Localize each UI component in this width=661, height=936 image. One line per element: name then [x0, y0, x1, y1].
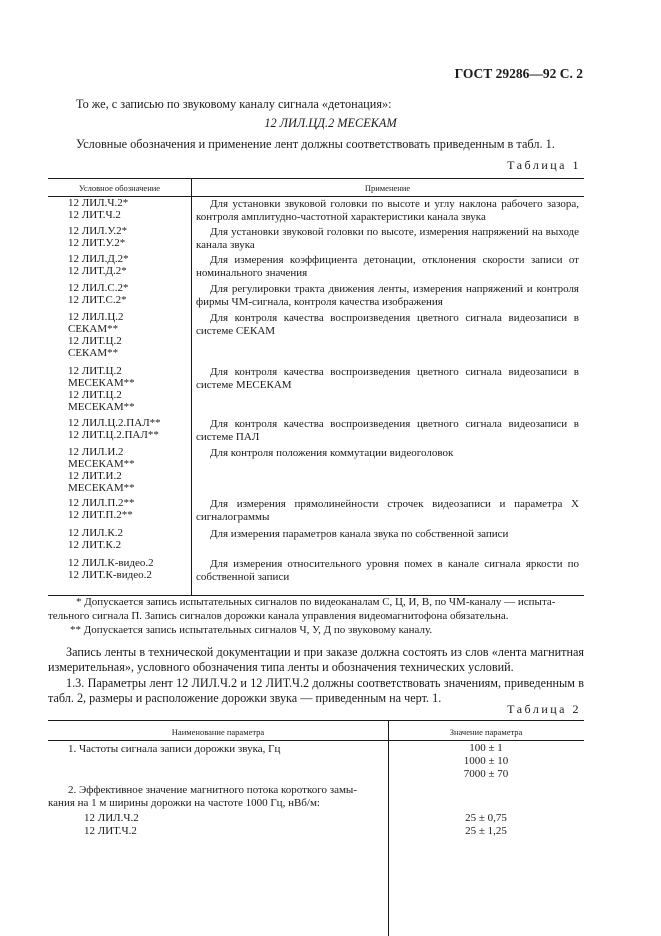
table1-header-rule	[48, 196, 584, 197]
table2	[48, 720, 584, 920]
param-2-label: 2. Эффективное значение магнитного потока короткого замы-	[68, 784, 357, 796]
tape-designation: 12 ЛИЛ.ЦД.2 МЕСЕКАМ	[264, 116, 397, 130]
row-code: 12 ЛИЛ.К-видео.2 12 ЛИТ.К-видео.2	[68, 557, 154, 581]
intro-line: То же, с записью по звуковому каналу сигнала «детонация»:	[76, 97, 392, 111]
footnote-2: ** Допускается запись испытательных сигналов Ч, У, Д по звуковому каналу.	[70, 624, 433, 636]
param-2-sub-name: 12 ЛИЛ.Ч.2	[84, 812, 139, 824]
row-application: Для регулировки тракта движения ленты, измерения напряжений и контроля фирмы ЧМ-сигнала, контроля качества изображения	[196, 283, 579, 308]
paragraph-1-3: 1.3. Параметры лент 12 ЛИЛ.Ч.2 и 12 ЛИТ.Ч.2 должны соответствовать значениям, приведенным в табл. 2, размеры и расположение дорожки звука — приведенным на черт. 1.	[48, 676, 584, 705]
table1-col-header-application: Применение	[364, 183, 411, 193]
row-application: Для установки звуковой головки по высоте и углу наклона рабочего зазора, контроля амплитудно-частотной характеристики канала звука	[196, 198, 579, 223]
footnote-1-cont: тельного сигнала П. Запись сигналов дорожки канала управления видеомагнитофона обязательна.	[48, 610, 509, 622]
row-code: 12 ЛИТ.Ц.2 МЕСЕКАМ** 12 ЛИТ.Ц.2 МЕСЕКАМ**	[68, 365, 135, 413]
intro-table-reference: Условные обозначения и применение лент должны соответствовать приведенным в табл. 1.	[76, 137, 555, 151]
table2-caption: Таблица 2	[507, 702, 581, 716]
row-code: 12 ЛИЛ.П.2** 12 ЛИТ.П.2**	[68, 497, 135, 521]
table1	[48, 178, 584, 595]
footnote-1: * Допускается запись испытательных сигналов по видеоканалам С, Ц, И, В, по ЧМ-каналу — испыта-	[76, 596, 556, 608]
table1-column-divider	[191, 178, 192, 595]
page-header: ГОСТ 29286—92 С. 2	[454, 66, 583, 81]
row-code: 12 ЛИЛ.Д.2* 12 ЛИТ.Д.2*	[68, 253, 129, 277]
row-code: 12 ЛИЛ.С.2* 12 ЛИТ.С.2*	[68, 282, 129, 306]
param-1-value: 7000 ± 70	[463, 768, 509, 780]
param-2-sub-value: 25 ± 0,75	[465, 812, 507, 824]
param-2-sub-name: 12 ЛИТ.Ч.2	[84, 825, 137, 837]
row-code: 12 ЛИЛ.И.2 МЕСЕКАМ** 12 ЛИТ.И.2 МЕСЕКАМ**	[68, 446, 135, 494]
row-application: Для измерения относительного уровня помех в канале сигнала яркости по собственной записи	[196, 558, 579, 583]
table1-caption: Таблица 1	[507, 158, 581, 172]
param-1-value: 1000 ± 10	[463, 755, 509, 767]
row-application: Для контроля качества воспроизведения цветного сигнала видеозаписи в системе ПАЛ	[196, 418, 579, 443]
row-code: 12 ЛИЛ.Ц.2.ПАЛ** 12 ЛИТ.Ц.2.ПАЛ**	[68, 417, 161, 441]
param-2-label-cont: кания на 1 м ширины дорожки на частоте 1000 Гц, нВб/м:	[48, 797, 320, 809]
row-code: 12 ЛИЛ.Ц.2 СЕКАМ** 12 ЛИТ.Ц.2 СЕКАМ**	[68, 311, 124, 359]
row-application: Для контроля положения коммутации видеоголовок	[210, 447, 454, 459]
table2-col-header-parameter: Наименование параметра	[171, 727, 265, 737]
row-code: 12 ЛИЛ.Ч.2* 12 ЛИТ.Ч.2	[68, 197, 129, 221]
row-application: Для контроля качества воспроизведения цветного сигнала видеозаписи в системе СЕКАМ	[196, 312, 579, 337]
row-application: Для установки звуковой головки по высоте, измерения напряжений на выходе канала звука	[196, 226, 579, 251]
table2-top-rule	[48, 720, 584, 721]
table1-top-rule	[48, 178, 584, 179]
table1-col-header-code: Условное обозначение	[78, 183, 161, 193]
row-application: Для измерения прямолинейности строчек видеозаписи и параметра X сигналограммы	[196, 498, 579, 523]
param-2-sub-value: 25 ± 1,25	[465, 825, 507, 837]
param-1-value: 100 ± 1	[469, 742, 503, 754]
row-application: Для измерения коэффициента детонации, отклонения скорости записи от номинального значения	[196, 254, 579, 279]
paragraph-marking: Запись ленты в технической документации и при заказе должна состоять из слов «лента магнитная измерительная», условного обозначения типа ленты и обозначения технических условий.	[48, 645, 584, 674]
table2-col-header-value: Значение параметра	[449, 727, 523, 737]
row-code: 12 ЛИЛ.К.2 12 ЛИТ.К.2	[68, 527, 123, 551]
row-code: 12 ЛИЛ.У.2* 12 ЛИТ.У.2*	[68, 225, 128, 249]
param-1-label: 1. Частоты сигнала записи дорожки звука, Гц	[68, 743, 281, 755]
row-application: Для контроля качества воспроизведения цветного сигнала видеозаписи в системе МЕСЕКАМ	[196, 366, 579, 391]
table2-header-rule	[48, 740, 584, 741]
row-application: Для измерения параметров канала звука по собственной записи	[210, 528, 509, 540]
